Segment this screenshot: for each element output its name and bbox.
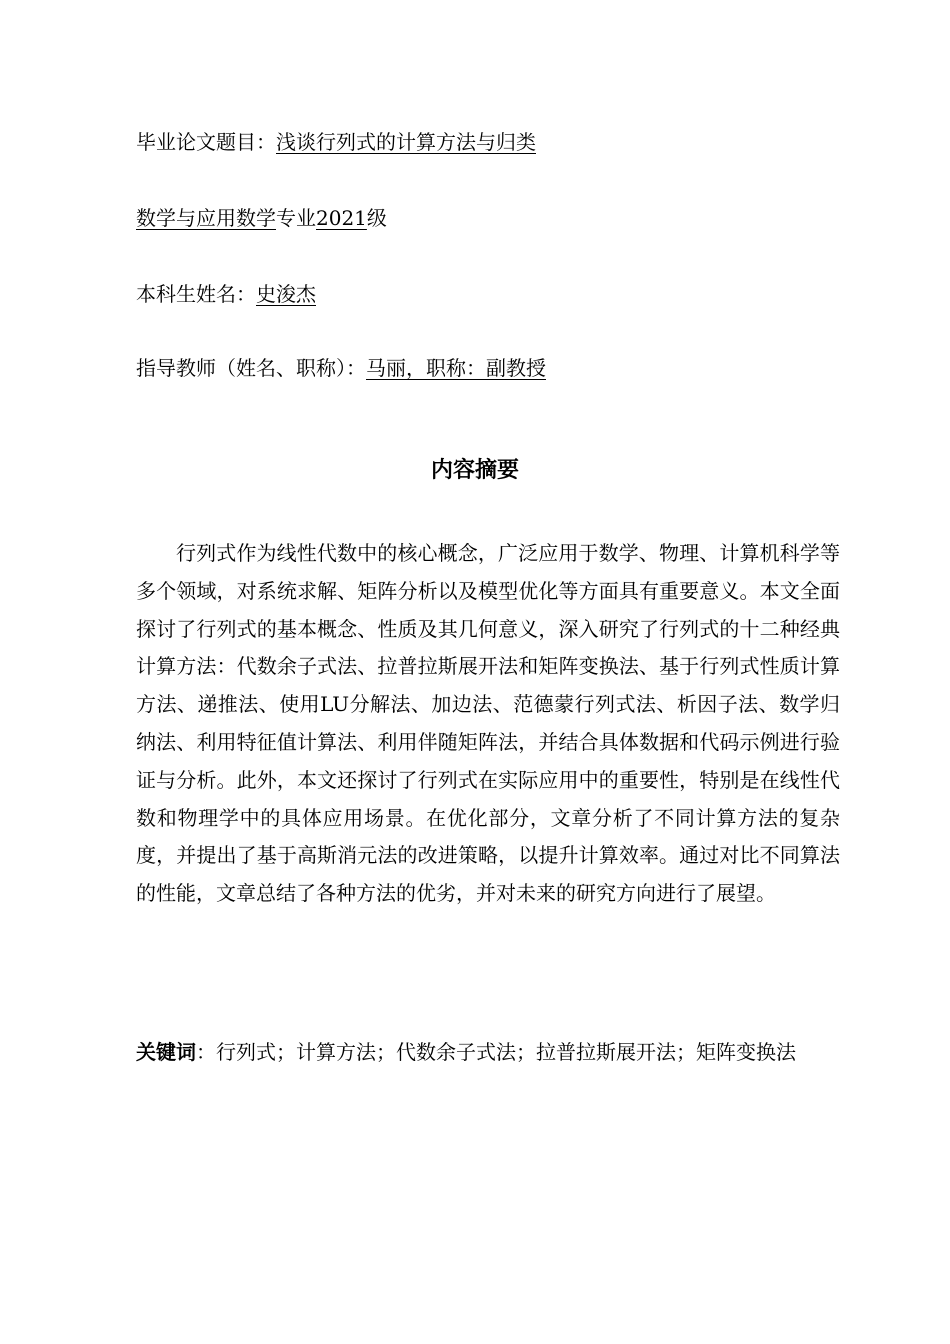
- abstract-heading: 内容摘要: [430, 458, 519, 483]
- advisor-line: [136, 354, 546, 382]
- student-name-value: 史浚杰: [256, 282, 316, 306]
- major-suffix: 专业: [276, 206, 316, 230]
- advisor-label: 指导教师（姓名、职称）：: [136, 356, 366, 380]
- keywords-paragraph: [136, 1034, 840, 1071]
- advisor-value: 马丽，职称：副教授: [366, 356, 546, 380]
- major-grade-line: [136, 204, 387, 232]
- keywords-label: 关键词: [136, 1040, 196, 1064]
- major-value: 数学与应用数学: [136, 206, 276, 230]
- keywords-colon: ：: [196, 1040, 216, 1064]
- keywords-value: 行列式；计算方法；代数余子式法；拉普拉斯展开法；矩阵变换法: [216, 1040, 796, 1064]
- grade-value: 2021: [316, 206, 367, 230]
- thesis-title-label: 毕业论文题目：: [136, 130, 276, 154]
- thesis-title-line: [136, 128, 536, 156]
- student-name-label: 本科生姓名：: [136, 282, 256, 306]
- thesis-title-value: 浅谈行列式的计算方法与归类: [276, 130, 536, 154]
- student-name-line: [136, 280, 316, 308]
- grade-suffix: 级: [366, 206, 387, 230]
- abstract-body: 行列式作为线性代数中的核心概念，广泛应用于数学、物理、计算机科学等多个领域，对系统求解、矩阵分析以及模型优化等方面具有重要意义。本文全面探讨了行列式的基本概念、性质及其几何意义，深入研究了行列式的十二种经典计算方法：代数余子式法、拉普拉斯展开法和矩阵变换法、基于行列式性质计算方法、递推法、使用LU分解法、加边法、范德蒙行列式法、析因子法、数学归纳法、利用特征值计算法、利用伴随矩阵法，并结合具体数据和代码示例进行验证与分析。此外，本文还探讨了行列式在实际应用中的重要性，特别是在线性代数和物理学中的具体应用场景。在优化部分，文章分析了不同计算方法的复杂度，并提出了基于高斯消元法的改进策略，以提升计算效率。通过对比不同算法的性能，文章总结了各种方法的优劣，并对未来的研究方向进行了展望。: [136, 541, 840, 906]
